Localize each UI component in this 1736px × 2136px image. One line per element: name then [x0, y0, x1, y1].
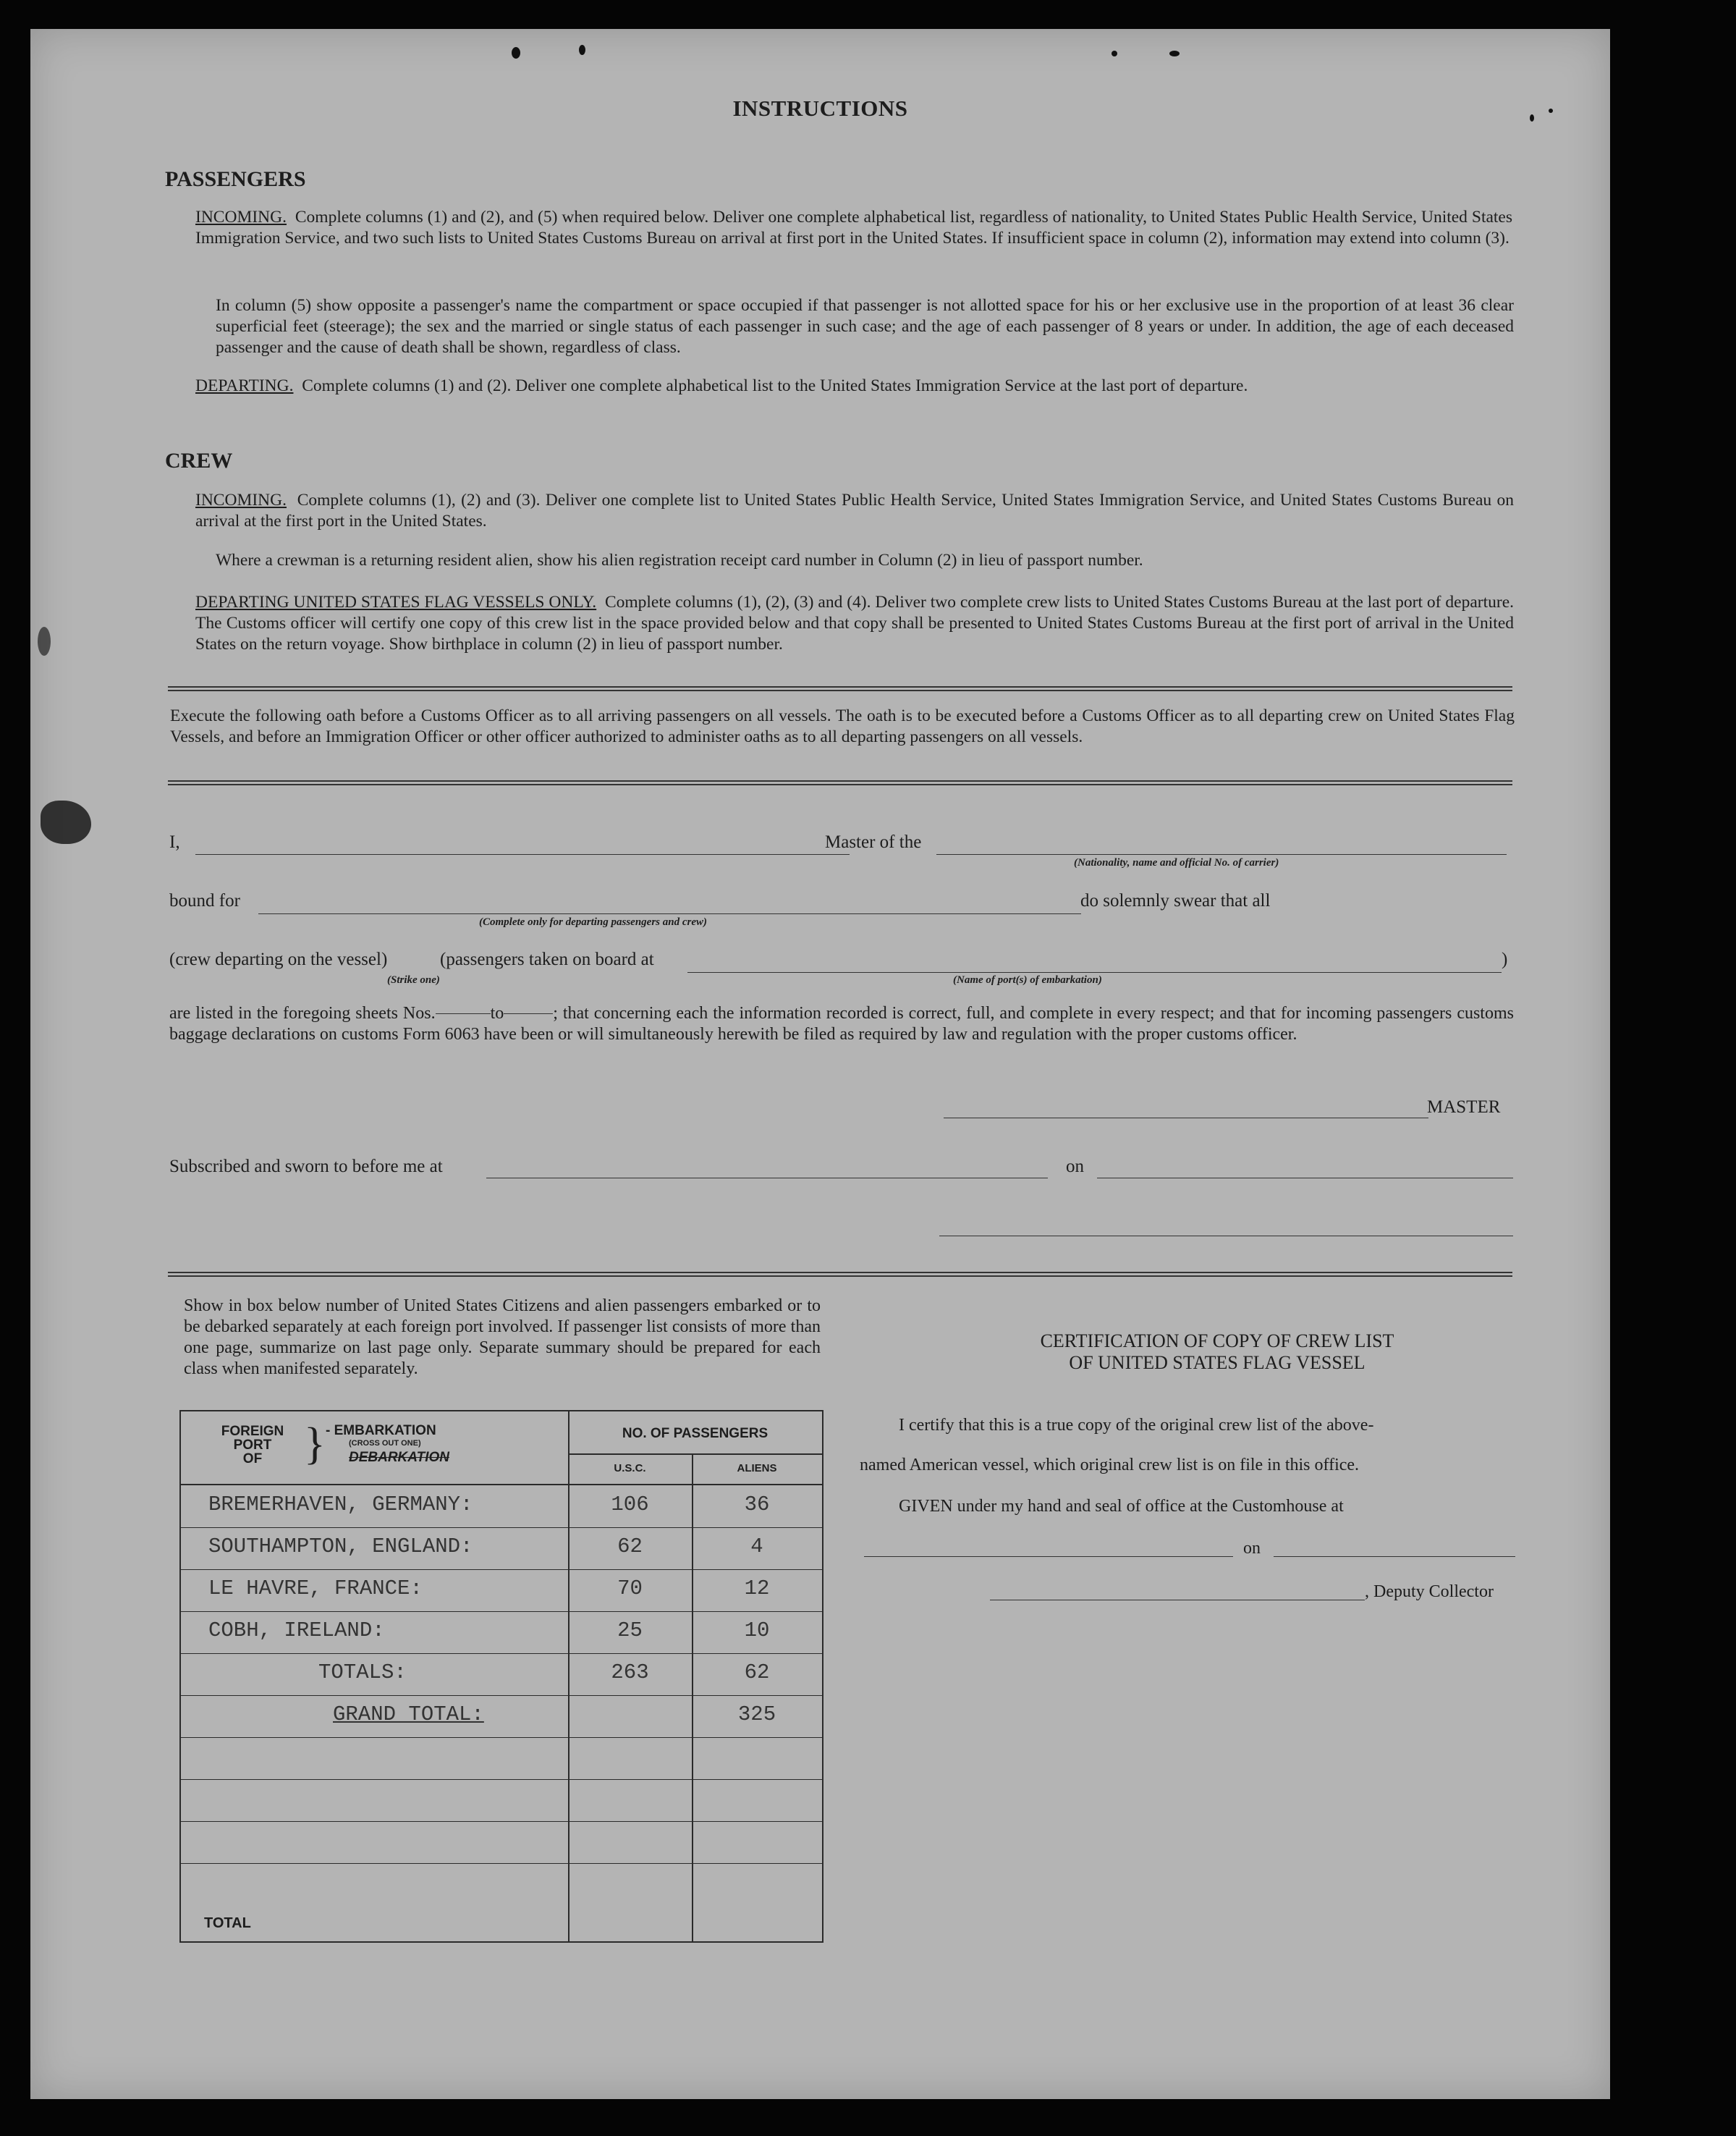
aliens-cell[interactable]: 4 — [750, 1535, 763, 1558]
crew-departing-label: DEPARTING UNITED STATES FLAG VESSELS ONLY. — [195, 593, 597, 612]
oath-instruction: Execute the following oath before a Customs Officer as to all arriving passengers on all vessels. The oath is to be executed before a Customs Officer as to all departing crew on United States Flag Vessels, and before an Immigration Officer or other officer authorized to administer oaths as to all departing passengers on all vessels. — [170, 706, 1515, 746]
usc-cell[interactable]: 70 — [617, 1576, 643, 1600]
grand-total-cell[interactable]: 325 — [737, 1702, 776, 1726]
port-cell[interactable]: BREMERHAVEN, GERMANY: — [208, 1493, 473, 1516]
table-row — [181, 1695, 822, 1738]
passengers-incoming-text: Complete columns (1) and (2), and (5) when required below. Deliver one complete alphabetical list, regardless of nationality, to United States Public Health Service, United States Immigration Service, and two such lists to United States Customs Bureau on arrival at first port in the United States. If insufficient space in column (2), information may extend into column (3). — [195, 208, 1513, 248]
table-row — [181, 1485, 822, 1528]
page-title: INSTRUCTIONS — [732, 96, 908, 121]
certification-line-2: named American vessel, which original crew list is on file in this office. — [860, 1456, 1360, 1474]
table-row — [181, 1863, 822, 1905]
header-foreign-port — [207, 1424, 298, 1466]
summary-instruction: Show in box below number of United States Citizens and alien passengers embarked or to be debarked separately at each foreign port involved. If passenger list consists of more than one page, summarize on last page only. Separate summary should be prepared for each class when manifested separately. — [184, 1296, 821, 1378]
listed-statement — [169, 1003, 1514, 1045]
sheet-from-field[interactable] — [436, 1013, 491, 1014]
aliens-cell[interactable]: 10 — [744, 1618, 770, 1642]
master-name-field[interactable] — [195, 854, 850, 855]
bound-for-caption: (Complete only for departing passengers and crew) — [479, 916, 707, 928]
form-page — [30, 29, 1610, 2099]
carrier-caption: (Nationality, name and official No. of carrier) — [1074, 857, 1279, 869]
crew-incoming-text: Complete columns (1), (2) and (3). Deliver one complete list to United States Public Health Service, United States Immigration Service, and United States Customs Bureau on arrival at the first port in the United States. — [195, 491, 1514, 531]
sworn-on-label: on — [1066, 1157, 1084, 1176]
ink-smudge — [41, 801, 91, 844]
table-row — [181, 1527, 822, 1570]
crew-departing-option[interactable]: (crew departing on the vessel) — [169, 950, 388, 969]
divider — [168, 1272, 1512, 1277]
port-cell[interactable]: LE HAVRE, FRANCE: — [208, 1576, 423, 1600]
passengers-incoming — [195, 207, 1512, 249]
totals-label[interactable]: TOTALS: — [318, 1660, 407, 1684]
passengers-departing-label: DEPARTING. — [195, 376, 294, 395]
crew-incoming-label: INCOMING. — [195, 491, 287, 510]
swear-label: do solemnly swear that all — [1080, 891, 1271, 911]
passengers-heading: PASSENGERS — [165, 167, 306, 191]
master-label: MASTER — [1427, 1097, 1501, 1117]
certification-date-field[interactable] — [1274, 1556, 1515, 1557]
certification-line-1: I certify that this is a true copy of the original crew list of the above- — [899, 1416, 1374, 1435]
passenger-summary-table — [179, 1410, 823, 1943]
brace-icon: } — [304, 1419, 326, 1469]
oath-i-label: I, — [169, 832, 180, 852]
scan-speck — [1549, 109, 1553, 113]
header-cross-out: (CROSS OUT ONE) — [349, 1439, 421, 1448]
listed-to: to — [490, 1004, 504, 1023]
aliens-cell[interactable]: 12 — [744, 1576, 770, 1600]
customhouse-field[interactable] — [864, 1556, 1233, 1557]
scan-speck — [579, 45, 585, 55]
sheet-to-field[interactable] — [504, 1013, 553, 1014]
crew-heading: CREW — [165, 449, 233, 473]
header-of: OF — [242, 1451, 263, 1466]
header-divider — [568, 1453, 822, 1455]
scan-speck — [1112, 51, 1117, 56]
aliens-cell[interactable]: 36 — [744, 1493, 770, 1516]
crew-departing — [195, 592, 1514, 655]
table-row — [181, 1611, 822, 1654]
header-aliens: ALIENS — [737, 1462, 777, 1474]
footer-total-label: TOTAL — [204, 1915, 251, 1931]
passengers-departing — [195, 376, 1514, 397]
bound-for-field[interactable] — [258, 913, 1081, 914]
listed-pre: are listed in the foregoing sheets Nos. — [169, 1004, 436, 1023]
table-row — [181, 1569, 822, 1612]
ink-smudge — [38, 627, 51, 656]
deputy-collector-label: , Deputy Collector — [1365, 1582, 1494, 1601]
certification-line-3: GIVEN under my hand and seal of office at the Customhouse at — [899, 1497, 1344, 1516]
ports-caption: (Name of port(s) of embarkation) — [953, 974, 1102, 986]
crew-resident: Where a crewman is a returning resident alien, show his alien registration receipt card number in Column (2) in lieu of passport number. — [216, 551, 1143, 570]
header-debarkation: DEBARKATION — [349, 1450, 449, 1465]
header-usc: U.S.C. — [614, 1462, 646, 1474]
divider — [168, 686, 1512, 691]
table-row — [181, 1821, 822, 1864]
table-row — [181, 1737, 822, 1780]
crew-incoming — [195, 490, 1514, 532]
passengers-departing-text: Complete columns (1) and (2). Deliver one complete alphabetical list to the United States Immigration Service at the last port of departure. — [302, 376, 1248, 395]
divider — [168, 780, 1512, 785]
passengers-column5: In column (5) show opposite a passenger's name the compartment or space occupied if that passenger is not allotted space for his or her exclusive use in the proportion of at least 36 clear superficial feet (steerage); the sex and the married or single status of each passenger in such case; and the age of each passenger of 8 years or under. In addition, the age of each deceased passenger and the cause of death shall be shown, regardless of class. — [216, 296, 1514, 357]
usc-cell[interactable]: 62 — [617, 1535, 643, 1558]
bound-for-label: bound for — [169, 891, 240, 911]
close-paren: ) — [1502, 950, 1508, 969]
usc-cell[interactable]: 106 — [611, 1493, 649, 1516]
passengers-incoming-label: INCOMING. — [195, 208, 287, 227]
carrier-field[interactable] — [936, 854, 1507, 855]
grand-total-label[interactable]: GRAND TOTAL: — [333, 1702, 484, 1726]
scan-speck — [512, 47, 520, 59]
port-cell[interactable]: COBH, IRELAND: — [208, 1618, 385, 1642]
listed-post: ; that concerning each the information recorded is correct, full, and complete in every respect; and that for incoming passengers customs baggage declarations on customs Form 6063 have been or will simultaneously herewith be filed as required by law and regulation with the proper customs officer. — [169, 1004, 1514, 1044]
scan-speck — [1530, 114, 1534, 122]
subscribed-label: Subscribed and sworn to before me at — [169, 1157, 443, 1176]
certification-heading-2: OF UNITED STATES FLAG VESSEL — [1069, 1352, 1365, 1373]
usc-cell[interactable]: 25 — [617, 1618, 643, 1642]
passengers-taken-option[interactable]: (passengers taken on board at — [440, 950, 654, 969]
table-row — [181, 1653, 822, 1696]
master-of-label: Master of the — [825, 832, 922, 852]
header-foreign: FOREIGN — [221, 1424, 284, 1439]
embarkation-ports-field[interactable] — [687, 972, 1502, 973]
totals-aliens-cell[interactable]: 62 — [744, 1660, 770, 1684]
certification-heading-1: CERTIFICATION OF COPY OF CREW LIST — [1040, 1330, 1394, 1351]
header-no-passengers: NO. OF PASSENGERS — [622, 1426, 769, 1441]
header-port: PORT — [233, 1438, 272, 1453]
totals-usc-cell[interactable]: 263 — [611, 1660, 649, 1684]
table-row — [181, 1779, 822, 1822]
certification-on: on — [1243, 1539, 1261, 1558]
port-cell[interactable]: SOUTHAMPTON, ENGLAND: — [208, 1535, 473, 1558]
scan-speck — [1169, 51, 1180, 56]
crew-departing-text: Complete columns (1), (2), (3) and (4). Deliver two complete crew lists to United States Customs Bureau at the last port of departure. The Customs officer will certify one copy of this crew list in the space provided below and that copy shall be presented to United States Customs Bureau at the first port of arrival in the United States on the return voyage. Show birthplace in column (2) in lieu of passport number. — [195, 593, 1515, 654]
header-embarkation: - EMBARKATION — [326, 1423, 436, 1438]
strike-one-caption: (Strike one) — [387, 974, 440, 986]
